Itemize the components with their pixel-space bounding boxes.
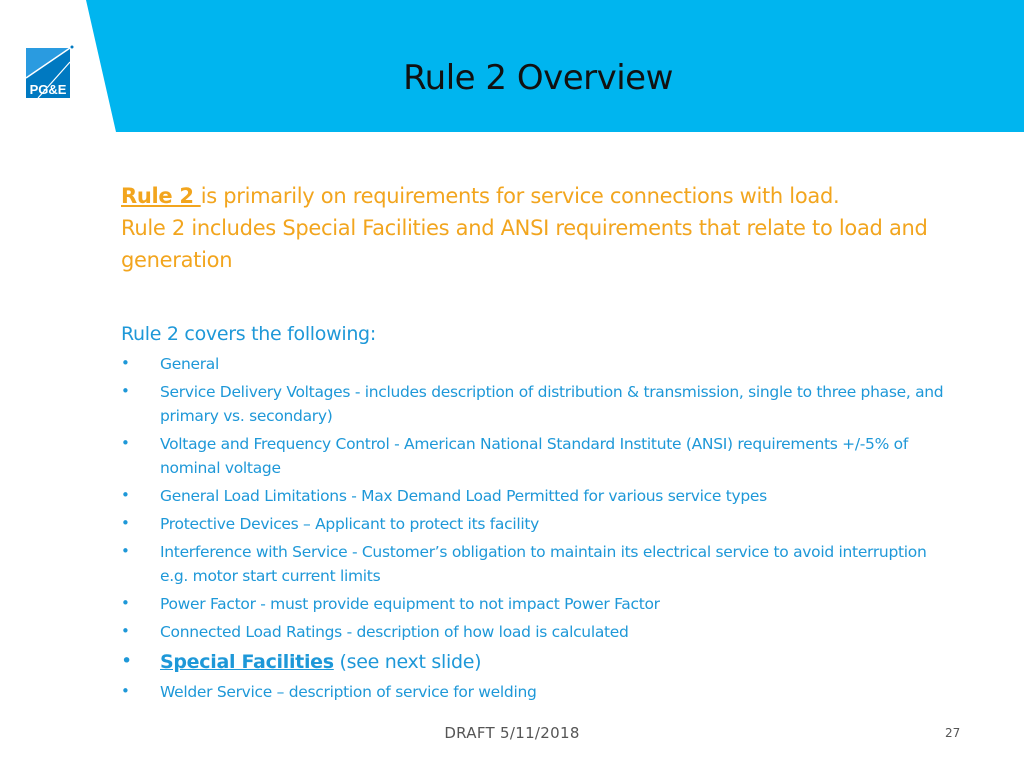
list-item [121,512,951,536]
footer-draft-label: DRAFT 5/11/2018 [444,724,580,742]
slide-content [121,180,951,708]
bullet-icon: • [121,354,130,372]
covers-heading: Rule 2 covers the following: [121,323,376,345]
intro-line1-rest: is primarily on requirements for service connections with load. [200,184,840,208]
list-item-special-facilities [121,648,951,676]
bullet-icon: • [121,542,130,560]
list-item-text: Voltage and Frequency Control - American National Standard Institute (ANSI) requirements +/-5% of nominal voltage [160,435,909,477]
bullet-icon: • [121,650,132,672]
list-item [121,380,951,428]
pge-logo [24,44,74,100]
rule-topics-list [121,352,951,704]
list-item [121,484,951,508]
list-item-text: Connected Load Ratings - description of how load is calculated [160,623,629,641]
list-item [121,620,951,644]
page-number: 27 [945,726,961,740]
special-facilities-link[interactable]: Special Facilities [160,651,334,673]
logo-text: PG&E [29,82,67,97]
list-item-text: Protective Devices – Applicant to protect its facility [160,515,539,533]
bullet-icon: • [121,434,130,452]
list-item [121,432,951,480]
list-item [121,352,951,376]
slide-title: Rule 2 Overview [403,58,673,98]
special-facilities-note: (see next slide) [333,651,482,673]
bullet-icon: • [121,622,130,640]
list-item [121,592,951,616]
list-item [121,540,951,588]
intro-paragraph [121,180,951,276]
list-item-text: Welder Service – description of service for welding [160,683,537,701]
bullet-icon: • [121,594,130,612]
rule-2-link[interactable]: Rule 2 [121,184,201,208]
bullet-icon: • [121,382,130,400]
list-item-text: General Load Limitations - Max Demand Load Permitted for various service types [160,487,767,505]
list-item [121,680,951,704]
intro-line2: Rule 2 includes Special Facilities and ANSI requirements that relate to load and generation [121,216,928,272]
bullet-icon: • [121,514,130,532]
list-item-text: Interference with Service - Customer’s obligation to maintain its electrical service to avoid interruption e.g. motor start current limits [160,543,927,585]
list-item-text: Service Delivery Voltages - includes description of distribution & transmission, single to three phase, and primary vs. secondary) [160,383,944,425]
bullet-icon: • [121,682,130,700]
list-item-text: General [160,355,219,373]
list-item-text: Power Factor - must provide equipment to not impact Power Factor [160,595,660,613]
bullet-icon: • [121,486,130,504]
pge-logo-mark [24,44,74,100]
